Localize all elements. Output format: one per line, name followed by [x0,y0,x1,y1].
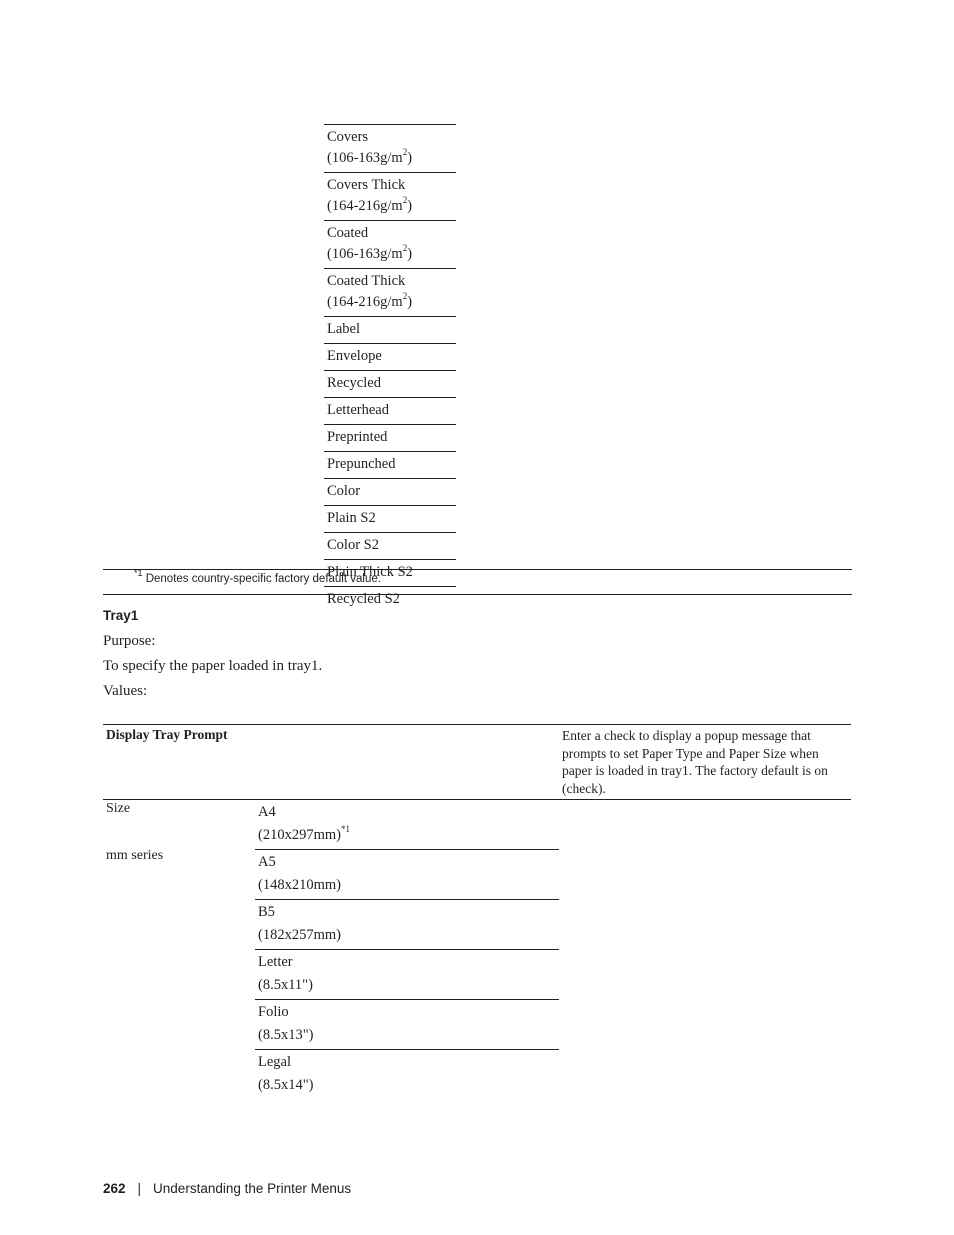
paper-size-item-detail [258,1074,559,1097]
footnote-rule-bottom [103,594,852,595]
paper-type-item-superscript: 2 [402,243,408,254]
paper-type-item [324,317,456,344]
paper-type-item-name: Plain Thick S2 [327,564,413,580]
paper-type-item-name: Coated [327,225,369,241]
paper-size-item-name: A4 [258,804,276,820]
paper-size-item-detail [258,874,559,897]
paper-size-item-name: Letter [258,954,293,970]
paper-type-item [324,371,456,398]
paper-type-item-detail-text: (164-216g/m [327,198,403,214]
paper-type-item-name: Envelope [327,348,382,364]
paper-type-item-name: Plain S2 [327,510,376,526]
paper-type-item-name: Color [327,483,361,499]
chapter-title: Understanding the Printer Menus [153,1181,352,1196]
paper-size-item-name: Folio [258,1004,289,1020]
values-table-top-rule [103,724,851,725]
paper-type-item [324,398,456,425]
paper-type-item-detail-close: ) [407,246,413,262]
paper-type-item [324,125,456,173]
paper-size-list [255,800,559,1099]
paper-type-item-name: Covers Thick [327,177,406,193]
paper-type-item-name: Recycled S2 [327,591,400,607]
mm-series-label: mm series [106,848,164,863]
paper-type-item-superscript: 2 [402,195,408,206]
paper-size-item-detail [258,824,559,847]
paper-type-item [324,344,456,371]
paper-type-item-detail-text: (106-163g/m [327,246,403,262]
paper-type-item-superscript: 2 [402,291,408,302]
paper-type-item [324,221,456,269]
paper-type-item [324,452,456,479]
paper-type-item-name: Covers [327,129,369,145]
paper-type-item-name: Label [327,321,361,337]
paper-size-item [255,850,559,900]
paper-type-item [324,479,456,506]
paper-size-item-detail-text: (8.5x14") [258,1077,314,1093]
page-footer [103,1181,351,1196]
paper-size-item [255,1050,559,1099]
footnote [134,568,381,585]
paper-type-item-name: Color S2 [327,537,379,553]
paper-size-item [255,900,559,950]
paper-type-item-detail [327,244,456,265]
paper-type-list [324,124,456,613]
paper-type-item-detail-text: (164-216g/m [327,294,403,310]
purpose-text: To specify the paper loaded in tray1. [103,658,323,674]
footnote-text: Denotes country-specific factory default value. [142,573,381,585]
paper-size-item-detail [258,974,559,997]
paper-size-item-detail-text: (210x297mm) [258,827,341,843]
size-label: Size [106,801,131,816]
paper-type-item-name: Coated Thick [327,273,406,289]
paper-type-item-detail-close: ) [407,150,413,166]
footnote-marker: *1 [134,568,143,579]
paper-type-item-detail-close: ) [407,198,413,214]
paper-size-item-name: Legal [258,1054,292,1070]
section-heading: Tray1 [103,608,139,623]
footer-separator: | [137,1181,142,1196]
paper-type-item-name: Prepunched [327,456,396,472]
paper-type-item-name: Letterhead [327,402,389,418]
paper-size-item-detail-text: (8.5x13") [258,1027,314,1043]
paper-type-item-detail-text: (106-163g/m [327,150,403,166]
paper-type-item-superscript: 2 [402,147,408,158]
paper-type-item-detail [327,148,456,169]
paper-type-item [324,506,456,533]
display-tray-prompt-label: Display Tray Prompt [106,727,228,742]
paper-type-item-detail [327,292,456,313]
paper-type-item [324,587,456,613]
purpose-label: Purpose: [103,633,156,649]
paper-type-item-detail-close: ) [407,294,413,310]
paper-size-item-name: A5 [258,854,276,870]
paper-size-item [255,1000,559,1050]
paper-size-item-detail-text: (182x257mm) [258,927,341,943]
paper-size-item-superscript: *1 [340,824,350,835]
paper-size-item-detail-text: (8.5x11") [258,977,313,993]
paper-type-item-detail [327,196,456,217]
paper-type-item [324,269,456,317]
paper-size-item-detail [258,1024,559,1047]
paper-type-item [324,425,456,452]
paper-size-item [255,800,559,850]
display-tray-prompt-description: Enter a check to display a popup message that prompts to set Paper Type and Paper Size when paper is loaded in tray1. The factory default is on (check). [562,728,828,796]
paper-size-item-detail [258,924,559,947]
paper-size-item-detail-text: (148x210mm) [258,877,341,893]
page-number: 262 [103,1181,126,1196]
paper-type-item [324,173,456,221]
values-label: Values: [103,683,148,699]
paper-type-item-name: Preprinted [327,429,388,445]
paper-size-item [255,950,559,1000]
footnote-rule-top [103,569,852,570]
paper-size-item-name: B5 [258,904,275,920]
paper-type-item-name: Recycled [327,375,381,391]
paper-type-item [324,533,456,560]
